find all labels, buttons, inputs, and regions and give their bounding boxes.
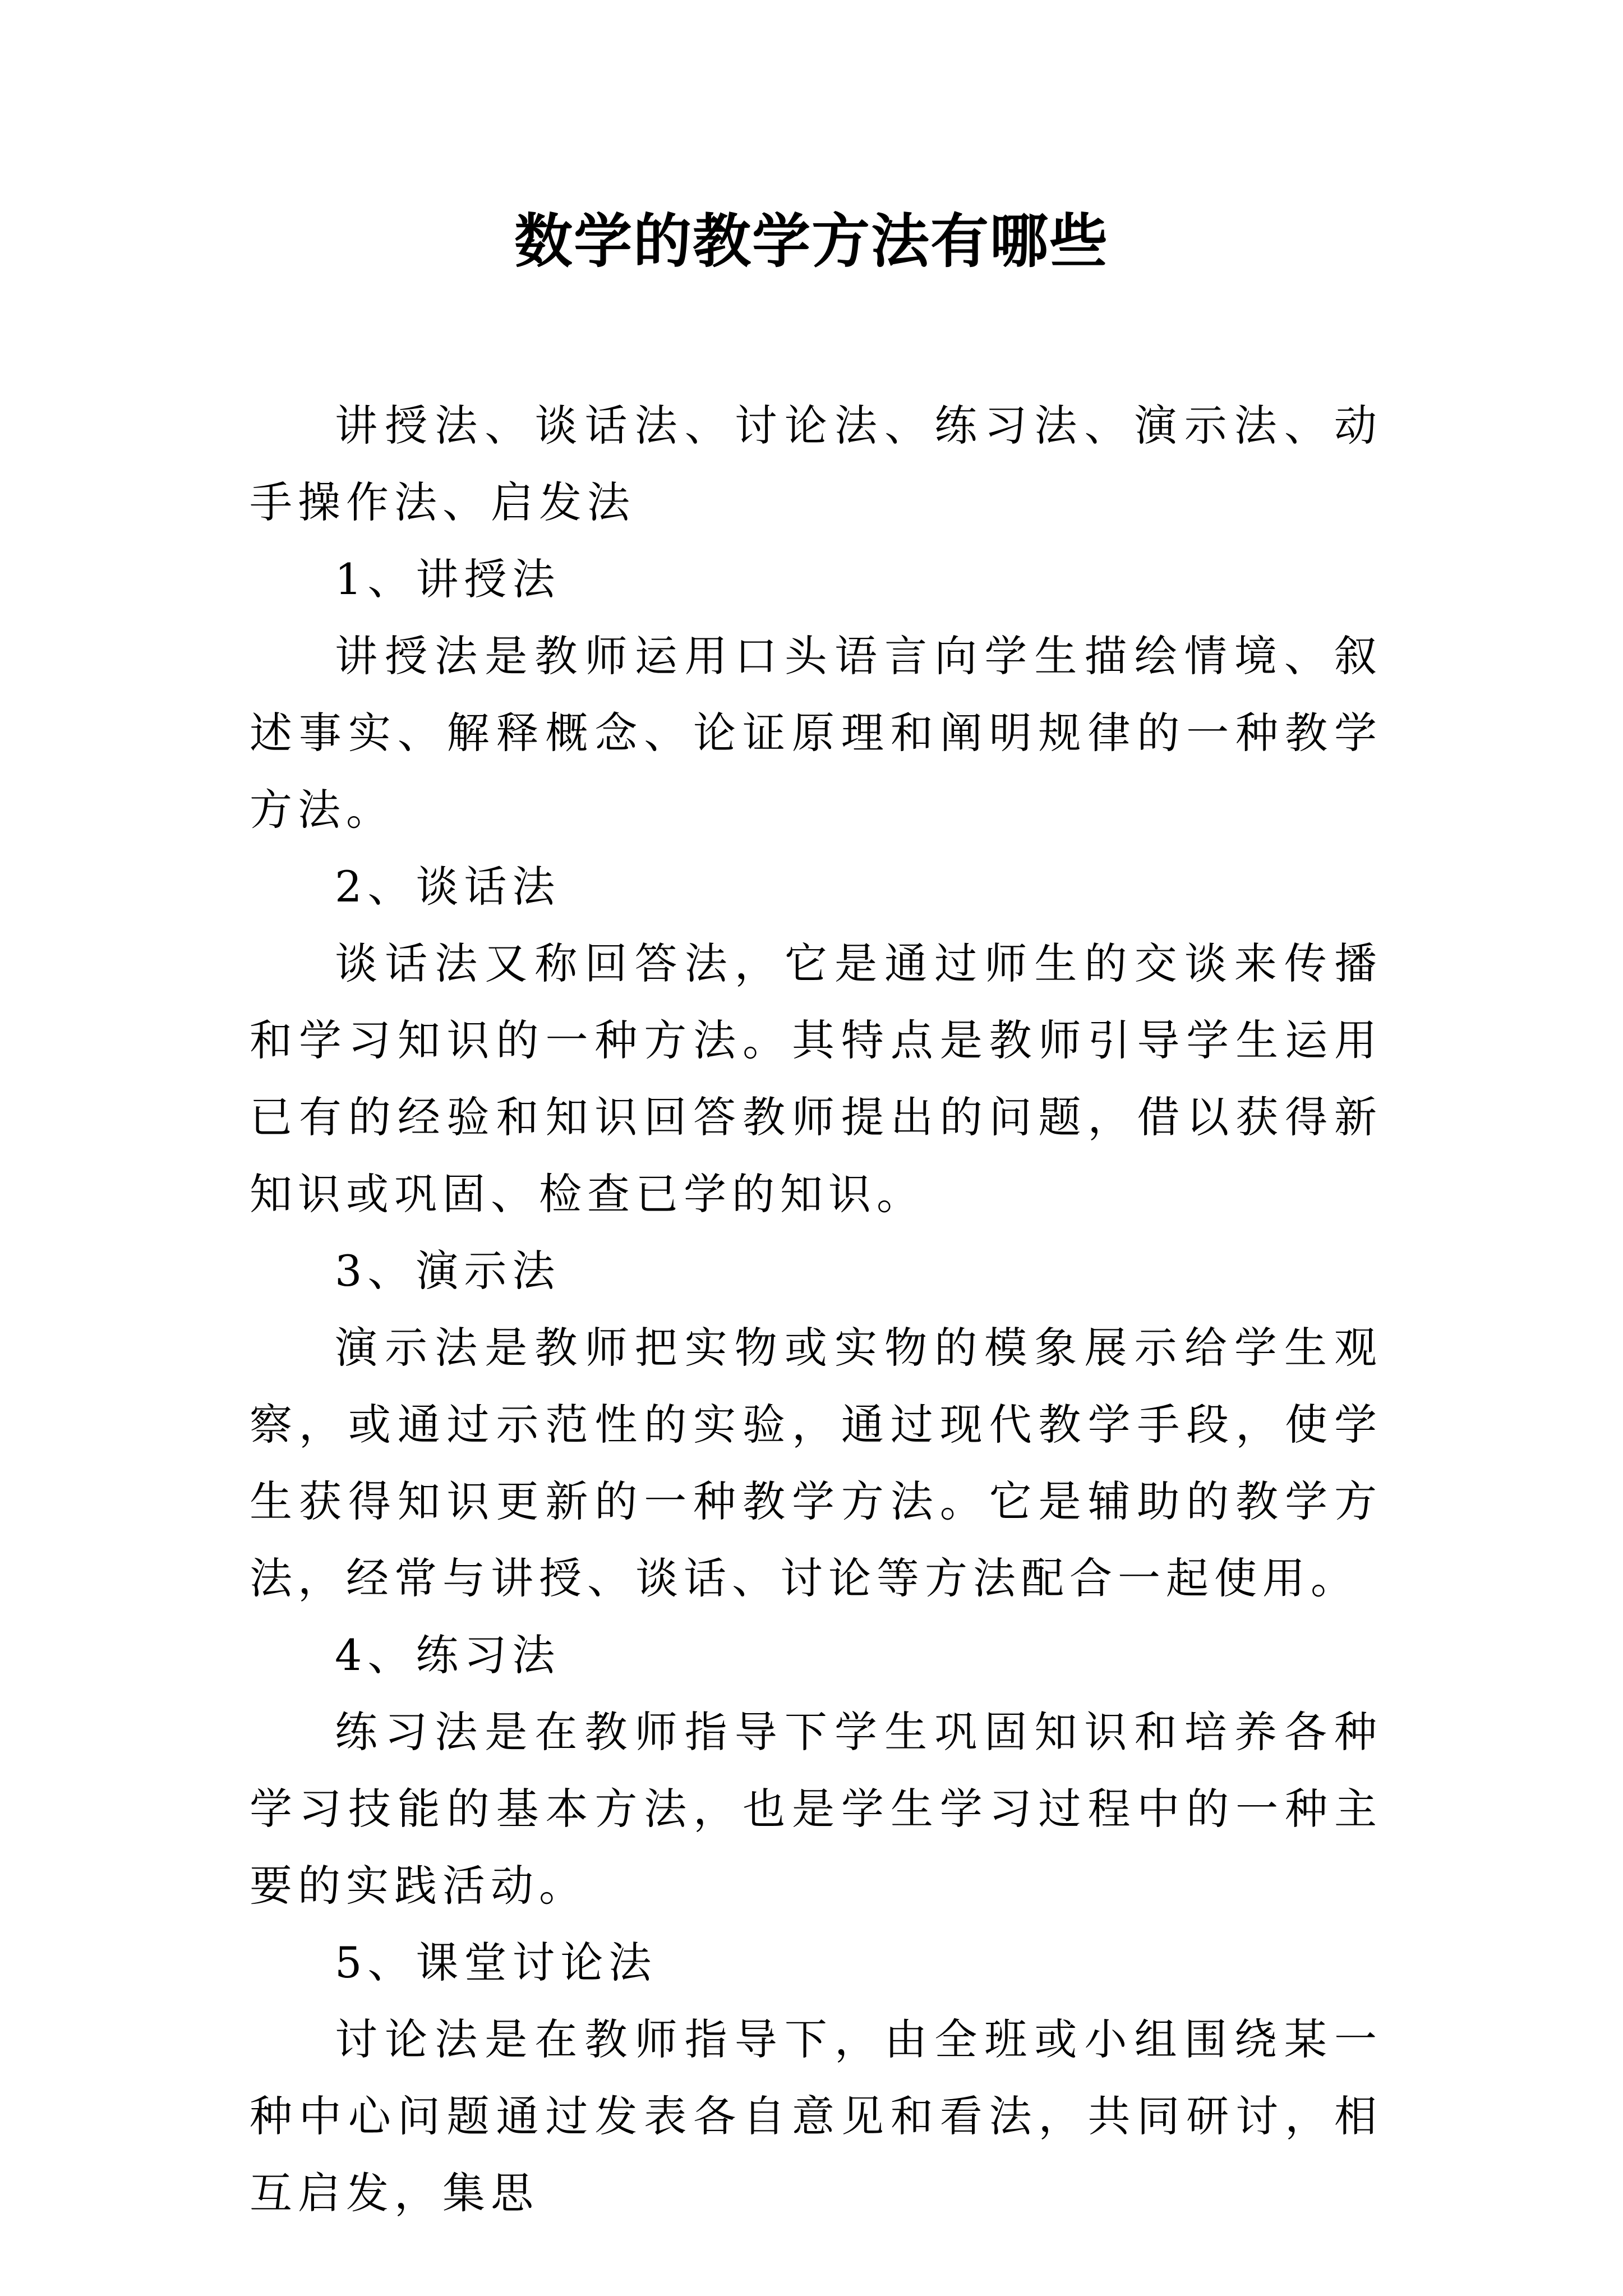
paragraph-discussion: 讨论法是在教师指导下，由全班或小组围绕某一种中心问题通过发表各自意见和看法，共同研讨，相互启发，集思 (250, 2014, 1382, 2218)
section-heading-discussion: 5、课堂讨论法 (335, 1938, 657, 1987)
paragraph-demonstration: 演示法是教师把实物或实物的模象展示给学生观察，或通过示范性的实验，通过现代教学手段，使学生获得知识更新的一种教学方法。它是辅助的教学方法，经常与讲授、谈话、讨论等方法配合一起使用。 (250, 1323, 1382, 1603)
document-title: 数学的教学方法有哪些 (514, 206, 1109, 275)
paragraph-intro: 讲授法、谈话法、讨论法、练习法、演示法、动手操作法、启发法 (250, 401, 1382, 527)
section-heading-conversation: 2、谈话法 (335, 862, 561, 912)
section-heading-demonstration: 3、演示法 (335, 1246, 561, 1296)
document-body (250, 387, 1382, 2231)
paragraph-conversation: 谈话法又称回答法，它是通过师生的交谈来传播和学习知识的一种方法。其特点是教师引导学生运用已有的经验和知识回答教师提出的问题，借以获得新知识或巩固、检查已学的知识。 (250, 938, 1382, 1219)
section-heading-practice: 4、练习法 (335, 1630, 561, 1680)
section-heading-lecture: 1、讲授法 (335, 554, 561, 604)
paragraph-lecture: 讲授法是教师运用口头语言向学生描绘情境、叙述事实、解释概念、论证原理和阐明规律的一种教学方法。 (250, 631, 1382, 835)
paragraph-practice: 练习法是在教师指导下学生巩固知识和培养各种学习技能的基本方法，也是学生学习过程中的一种主要的实践活动。 (250, 1707, 1382, 1911)
